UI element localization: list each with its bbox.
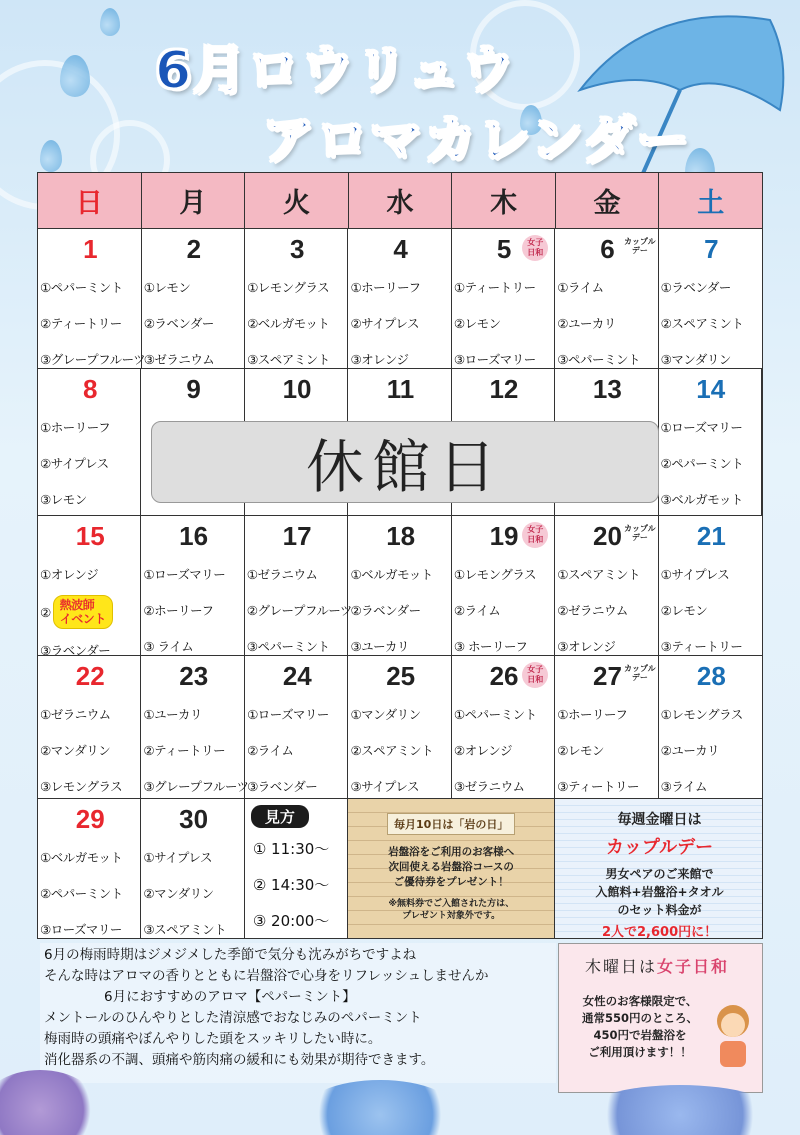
day-number: 12 bbox=[489, 373, 519, 404]
aroma-label: ③レモン bbox=[40, 492, 87, 507]
aroma-item bbox=[557, 696, 657, 732]
aroma-label: ③ライム bbox=[660, 779, 707, 794]
day-cell bbox=[245, 516, 352, 655]
thursday-title-b: 女子日和 bbox=[657, 957, 730, 976]
aroma-item bbox=[247, 696, 347, 732]
thursday-title-a: 木曜日は bbox=[585, 957, 658, 976]
day-cell bbox=[38, 516, 141, 658]
day-number: 10 bbox=[282, 373, 312, 404]
aroma-label: ①マンダリン bbox=[350, 707, 421, 722]
aroma-label: ③ティートリー bbox=[557, 779, 639, 794]
mikata-cell bbox=[245, 799, 348, 938]
aroma-label: ③オレンジ bbox=[350, 352, 409, 367]
aroma-item bbox=[661, 445, 761, 481]
aroma-label: ①レモングラス bbox=[247, 280, 330, 295]
aroma-item bbox=[143, 839, 243, 875]
couple-day-line2: カップルデー bbox=[606, 837, 714, 858]
day-number: 1 bbox=[83, 233, 98, 264]
aroma-item bbox=[350, 269, 450, 305]
day-cell bbox=[348, 516, 451, 655]
woman-icon bbox=[712, 999, 754, 1069]
text-line: 6月の梅雨時期はジメジメした季節で気分も沈みがちですよね bbox=[44, 947, 417, 963]
aroma-label: ①ゼラニウム bbox=[40, 707, 111, 722]
day-number: 13 bbox=[592, 373, 622, 404]
aroma-label: ③ベルガモット bbox=[660, 492, 743, 507]
aroma-label: ①サイプレス bbox=[660, 567, 730, 582]
aroma-label: ①ホーリーフ bbox=[557, 707, 628, 722]
aroma-item bbox=[661, 732, 762, 768]
weekday-thursday: 木 bbox=[452, 173, 556, 228]
aroma-label: ①ライム bbox=[557, 280, 604, 295]
aroma-item bbox=[40, 911, 140, 947]
aroma-item bbox=[661, 592, 762, 628]
time-slot: ② 14:30～ bbox=[252, 875, 330, 894]
aroma-label: ②ライム bbox=[453, 603, 501, 618]
aroma-label: ①レモングラス bbox=[660, 707, 743, 722]
aroma-item bbox=[144, 269, 244, 305]
day-cell bbox=[245, 229, 348, 368]
aroma-label: ①ローズマリー bbox=[247, 707, 329, 722]
aroma-item bbox=[40, 875, 140, 911]
aroma-label: ①ローズマリー bbox=[660, 420, 743, 435]
aroma-label: ②ホーリーフ bbox=[143, 603, 214, 618]
aroma-label: ②オレンジ bbox=[453, 743, 512, 758]
couple-day-badge: カップル デー bbox=[624, 524, 656, 542]
calendar-week bbox=[38, 798, 762, 938]
thursday-title bbox=[565, 954, 756, 977]
couple-day-line4: 2人で2,600円に！ bbox=[601, 925, 718, 940]
aroma-label: ②レモン bbox=[453, 316, 501, 331]
day-cell bbox=[659, 229, 762, 368]
aroma-label: ①ベルガモット bbox=[350, 567, 433, 582]
calendar-weeks bbox=[38, 228, 762, 938]
day-cell bbox=[659, 369, 762, 515]
aroma-label: ②スペアミント bbox=[350, 743, 434, 758]
aroma-item bbox=[557, 732, 657, 768]
aroma-item bbox=[40, 409, 140, 445]
aroma-label: ②ユーカリ bbox=[660, 743, 720, 758]
aroma-label: ③ゼラニウム bbox=[143, 352, 215, 367]
day-cell bbox=[141, 656, 249, 798]
aroma-label: ③ ライム bbox=[143, 639, 194, 654]
day-cell bbox=[38, 656, 141, 798]
aroma-item bbox=[143, 732, 244, 768]
aroma-label: ②スペアミント bbox=[660, 316, 744, 331]
couple-day-box bbox=[555, 799, 762, 938]
aroma-item bbox=[661, 305, 762, 341]
aroma-label: ③ローズマリー bbox=[453, 352, 536, 367]
aroma-item bbox=[143, 911, 243, 947]
aroma-item bbox=[247, 269, 347, 305]
text-line: 梅雨時の頭痛やぼんやりした頭をスッキリしたい時に。 bbox=[44, 1031, 382, 1047]
aroma-label: ①ローズマリー bbox=[143, 567, 226, 582]
aroma-label: ③グレープフルーツ bbox=[40, 352, 146, 367]
weekday-monday: 月 bbox=[142, 173, 246, 228]
aroma-label: ①レモングラス bbox=[453, 567, 536, 582]
aroma-item bbox=[40, 732, 140, 768]
day-cell bbox=[38, 229, 146, 368]
day-number: 21 bbox=[696, 520, 726, 551]
day-number: 8 bbox=[82, 373, 98, 404]
day-cell bbox=[245, 656, 348, 798]
aroma-item bbox=[40, 269, 141, 305]
couple-day-line1: 毎週金曜日は bbox=[617, 812, 702, 828]
aroma-label: ①スペアミント bbox=[557, 567, 640, 582]
day-cell bbox=[142, 229, 245, 368]
iwa-no-hi-note: ※無料券でご入館された方は、 プレゼント対象外です。 bbox=[388, 899, 515, 921]
day-cell bbox=[555, 229, 658, 368]
aroma-item bbox=[661, 481, 761, 517]
heat-wave-event-badge: 熱波師 イベント bbox=[53, 595, 113, 629]
aroma-item bbox=[557, 592, 657, 628]
weekday-wednesday: 水 bbox=[349, 173, 453, 228]
aroma-label: ①ペパーミント bbox=[453, 707, 537, 722]
raindrop-icon bbox=[100, 8, 120, 36]
day-number: 19 bbox=[489, 520, 519, 551]
aroma-label: ②ティートリー bbox=[143, 743, 226, 758]
aroma-label: ③レモングラス bbox=[40, 779, 123, 794]
weekday-friday: 金 bbox=[556, 173, 660, 228]
aroma-label: ③グレープフルーツ bbox=[143, 779, 249, 794]
time-slot: ① 11:30～ bbox=[252, 839, 330, 858]
aroma-item bbox=[40, 839, 140, 875]
aroma-item bbox=[454, 696, 554, 732]
aroma-item bbox=[557, 556, 657, 592]
aroma-item bbox=[661, 556, 762, 592]
aroma-calendar bbox=[37, 172, 763, 939]
aroma-item bbox=[40, 305, 141, 341]
aroma-label: ①ユーカリ bbox=[143, 707, 202, 722]
day-number: 28 bbox=[696, 660, 726, 691]
day-cell bbox=[141, 516, 244, 655]
day-cell bbox=[659, 656, 762, 798]
aroma-label: ③ラベンダー bbox=[247, 779, 318, 794]
aroma-item bbox=[40, 592, 140, 632]
aroma-item bbox=[350, 696, 450, 732]
aroma-item bbox=[247, 305, 347, 341]
iwa-no-hi-title: 毎月10日は「岩の日」 bbox=[387, 813, 515, 835]
aroma-label: ③オレンジ bbox=[557, 639, 616, 654]
time-slot: ③ 20:00～ bbox=[252, 911, 330, 930]
aroma-label: ③ペパーミント bbox=[246, 639, 330, 654]
aroma-label: ③マンダリン bbox=[660, 352, 731, 367]
aroma-label: ③ペパーミント bbox=[557, 352, 640, 367]
day-cell bbox=[38, 369, 141, 515]
weekday-tuesday: 火 bbox=[245, 173, 349, 228]
day-cell bbox=[452, 656, 555, 798]
aroma-item bbox=[246, 592, 352, 628]
aroma-label: ③ゼラニウム bbox=[453, 779, 525, 794]
weekday-saturday: 土 bbox=[697, 188, 725, 219]
aroma-item bbox=[454, 732, 554, 768]
calendar-week bbox=[38, 655, 762, 798]
aroma-item bbox=[40, 696, 140, 732]
day-cell bbox=[555, 656, 658, 798]
aroma-label: ③ローズマリー bbox=[40, 922, 122, 937]
aroma-label: ②ティートリー bbox=[40, 316, 122, 331]
aroma-item bbox=[454, 305, 554, 341]
joshi-biyori-badge: 女子 日和 bbox=[522, 522, 548, 548]
aroma-label: ①ベルガモット bbox=[40, 850, 123, 865]
aroma-label: ② bbox=[40, 604, 51, 620]
aroma-item bbox=[144, 305, 244, 341]
time-guide bbox=[251, 805, 329, 938]
text-line: そんな時はアロマの香りとともに岩盤浴で心身をリフレッシュしませんか bbox=[44, 968, 489, 984]
title-line-1: 6月ロウリュウ bbox=[155, 41, 516, 101]
day-number: 22 bbox=[75, 660, 105, 691]
aroma-item bbox=[661, 696, 762, 732]
aroma-item bbox=[350, 732, 450, 768]
day-number: 3 bbox=[290, 233, 305, 264]
day-number: 25 bbox=[386, 660, 416, 691]
iwa-no-hi-box bbox=[348, 799, 555, 938]
day-number: 5 bbox=[496, 233, 512, 264]
aroma-label: ①サイプレス bbox=[143, 850, 213, 865]
aroma-item bbox=[350, 556, 450, 592]
aroma-label: ②ラベンダー bbox=[350, 603, 421, 618]
aroma-item bbox=[661, 269, 762, 305]
day-cell bbox=[452, 229, 555, 368]
aroma-item bbox=[40, 481, 140, 517]
aroma-item bbox=[350, 305, 450, 341]
hydrangea-decoration bbox=[300, 1080, 460, 1135]
day-number: 6 bbox=[600, 233, 615, 264]
aroma-item bbox=[40, 445, 140, 481]
aroma-label: ③スペアミント bbox=[247, 352, 330, 367]
day-number: 26 bbox=[489, 660, 519, 691]
day-number: 23 bbox=[179, 660, 209, 691]
aroma-label: ②ラベンダー bbox=[143, 316, 214, 331]
day-cell bbox=[141, 799, 244, 938]
aroma-label: ③ユーカリ bbox=[350, 639, 409, 654]
aroma-item bbox=[247, 732, 347, 768]
day-number: 2 bbox=[186, 233, 202, 264]
recommendation-text bbox=[40, 943, 556, 1083]
aroma-label: ①ラベンダー bbox=[660, 280, 731, 295]
aroma-label: ①オレンジ bbox=[40, 567, 99, 582]
aroma-label: ①ティートリー bbox=[453, 280, 536, 295]
day-number: 7 bbox=[704, 233, 719, 264]
day-number: 16 bbox=[179, 520, 209, 551]
aroma-label: ②レモン bbox=[557, 743, 604, 758]
closed-day-banner: 休館日 bbox=[151, 421, 659, 503]
aroma-label: ①レモン bbox=[143, 280, 191, 295]
aroma-label: ②グレープフルーツ bbox=[246, 603, 352, 618]
aroma-item bbox=[143, 556, 243, 592]
raindrop-icon bbox=[60, 55, 90, 97]
couple-day-badge: カップル デー bbox=[624, 237, 656, 255]
thursday-text: 女性のお客様限定で、 通常550円のところ、 450円で岩盤浴を ご利用頂けます！！ bbox=[581, 994, 698, 1059]
day-cell bbox=[659, 516, 762, 655]
aroma-label: ③ラベンダー bbox=[40, 643, 111, 658]
aroma-label: ①ゼラニウム bbox=[246, 567, 318, 582]
aroma-label: ①ペパーミント bbox=[40, 280, 123, 295]
day-number: 20 bbox=[592, 520, 622, 551]
aroma-item bbox=[454, 592, 554, 628]
iwa-no-hi-text: 岩盤浴をご利用のお客様へ 次回使える岩盤浴コースの ご優待券をプレゼント！ bbox=[388, 846, 515, 888]
aroma-label: ②サイプレス bbox=[40, 456, 109, 471]
aroma-label: ②ベルガモット bbox=[247, 316, 330, 331]
aroma-label: ②レモン bbox=[660, 603, 708, 618]
title-line-2: アロマカレンダー bbox=[262, 111, 691, 171]
aroma-label: ①ホーリーフ bbox=[350, 280, 421, 295]
aroma-item bbox=[143, 696, 244, 732]
calendar-week bbox=[38, 228, 762, 368]
day-number: 11 bbox=[386, 373, 415, 404]
day-number: 15 bbox=[75, 520, 105, 551]
aroma-label: ①ホーリーフ bbox=[40, 420, 111, 435]
day-number: 24 bbox=[282, 660, 312, 691]
aroma-label: ②ペパーミント bbox=[40, 886, 123, 901]
aroma-item bbox=[350, 592, 450, 628]
day-number: 4 bbox=[393, 233, 408, 264]
aroma-label: ③ ホーリーフ bbox=[453, 639, 528, 654]
day-cell bbox=[452, 516, 555, 655]
aroma-label: ②サイプレス bbox=[350, 316, 420, 331]
raindrop-icon bbox=[40, 140, 62, 172]
text-line: メントールのひんやりとした清涼感でおなじみのペパーミント bbox=[44, 1010, 422, 1026]
day-number: 9 bbox=[186, 373, 201, 404]
couple-day-badge: カップル デー bbox=[624, 664, 656, 682]
day-number: 30 bbox=[179, 803, 209, 834]
day-cell bbox=[348, 229, 451, 368]
calendar-week bbox=[38, 368, 762, 515]
aroma-label: ②ユーカリ bbox=[557, 316, 616, 331]
couple-day-line3: 男女ペアのご来館で 入館料+岩盤浴+タオル のセット料金が bbox=[595, 867, 724, 917]
text-line: 6月におすすめのアロマ【ペパーミント】 bbox=[104, 989, 356, 1005]
aroma-item bbox=[557, 269, 657, 305]
day-number: 18 bbox=[386, 520, 416, 551]
aroma-item bbox=[40, 556, 140, 592]
day-number: 14 bbox=[696, 373, 726, 404]
iwa-no-hi-content bbox=[356, 813, 546, 922]
text-line: 消化器系の不調、頭痛や筋肉痛の緩和にも効果が期待できます。 bbox=[44, 1052, 435, 1068]
aroma-item bbox=[661, 409, 761, 445]
aroma-label: ③サイプレス bbox=[350, 779, 420, 794]
thursday-joshi-box bbox=[558, 943, 763, 1093]
time-guide-label: 見方 bbox=[251, 805, 309, 828]
joshi-biyori-badge: 女子 日和 bbox=[522, 662, 548, 688]
day-number: 29 bbox=[75, 803, 105, 834]
aroma-label: ②マンダリン bbox=[143, 886, 214, 901]
weekday-sunday: 日 bbox=[38, 173, 142, 228]
aroma-item bbox=[454, 556, 554, 592]
aroma-label: ②ペパーミント bbox=[660, 456, 744, 471]
aroma-item bbox=[143, 592, 243, 628]
day-cell bbox=[555, 516, 658, 655]
aroma-label: ②ライム bbox=[247, 743, 294, 758]
aroma-label: ③ティートリー bbox=[660, 639, 743, 654]
aroma-item bbox=[557, 305, 657, 341]
day-number: 27 bbox=[592, 660, 622, 691]
aroma-item bbox=[454, 269, 554, 305]
day-number: 17 bbox=[282, 520, 312, 551]
aroma-item bbox=[247, 556, 348, 592]
aroma-label: ③スペアミント bbox=[143, 922, 227, 937]
weekday-header-row bbox=[38, 173, 762, 228]
calendar-week bbox=[38, 515, 762, 658]
joshi-biyori-badge: 女子 日和 bbox=[522, 235, 548, 261]
aroma-item bbox=[143, 875, 243, 911]
aroma-label: ②ゼラニウム bbox=[557, 603, 628, 618]
day-cell bbox=[348, 656, 451, 798]
day-cell bbox=[38, 799, 141, 938]
aroma-label: ②マンダリン bbox=[40, 743, 111, 758]
